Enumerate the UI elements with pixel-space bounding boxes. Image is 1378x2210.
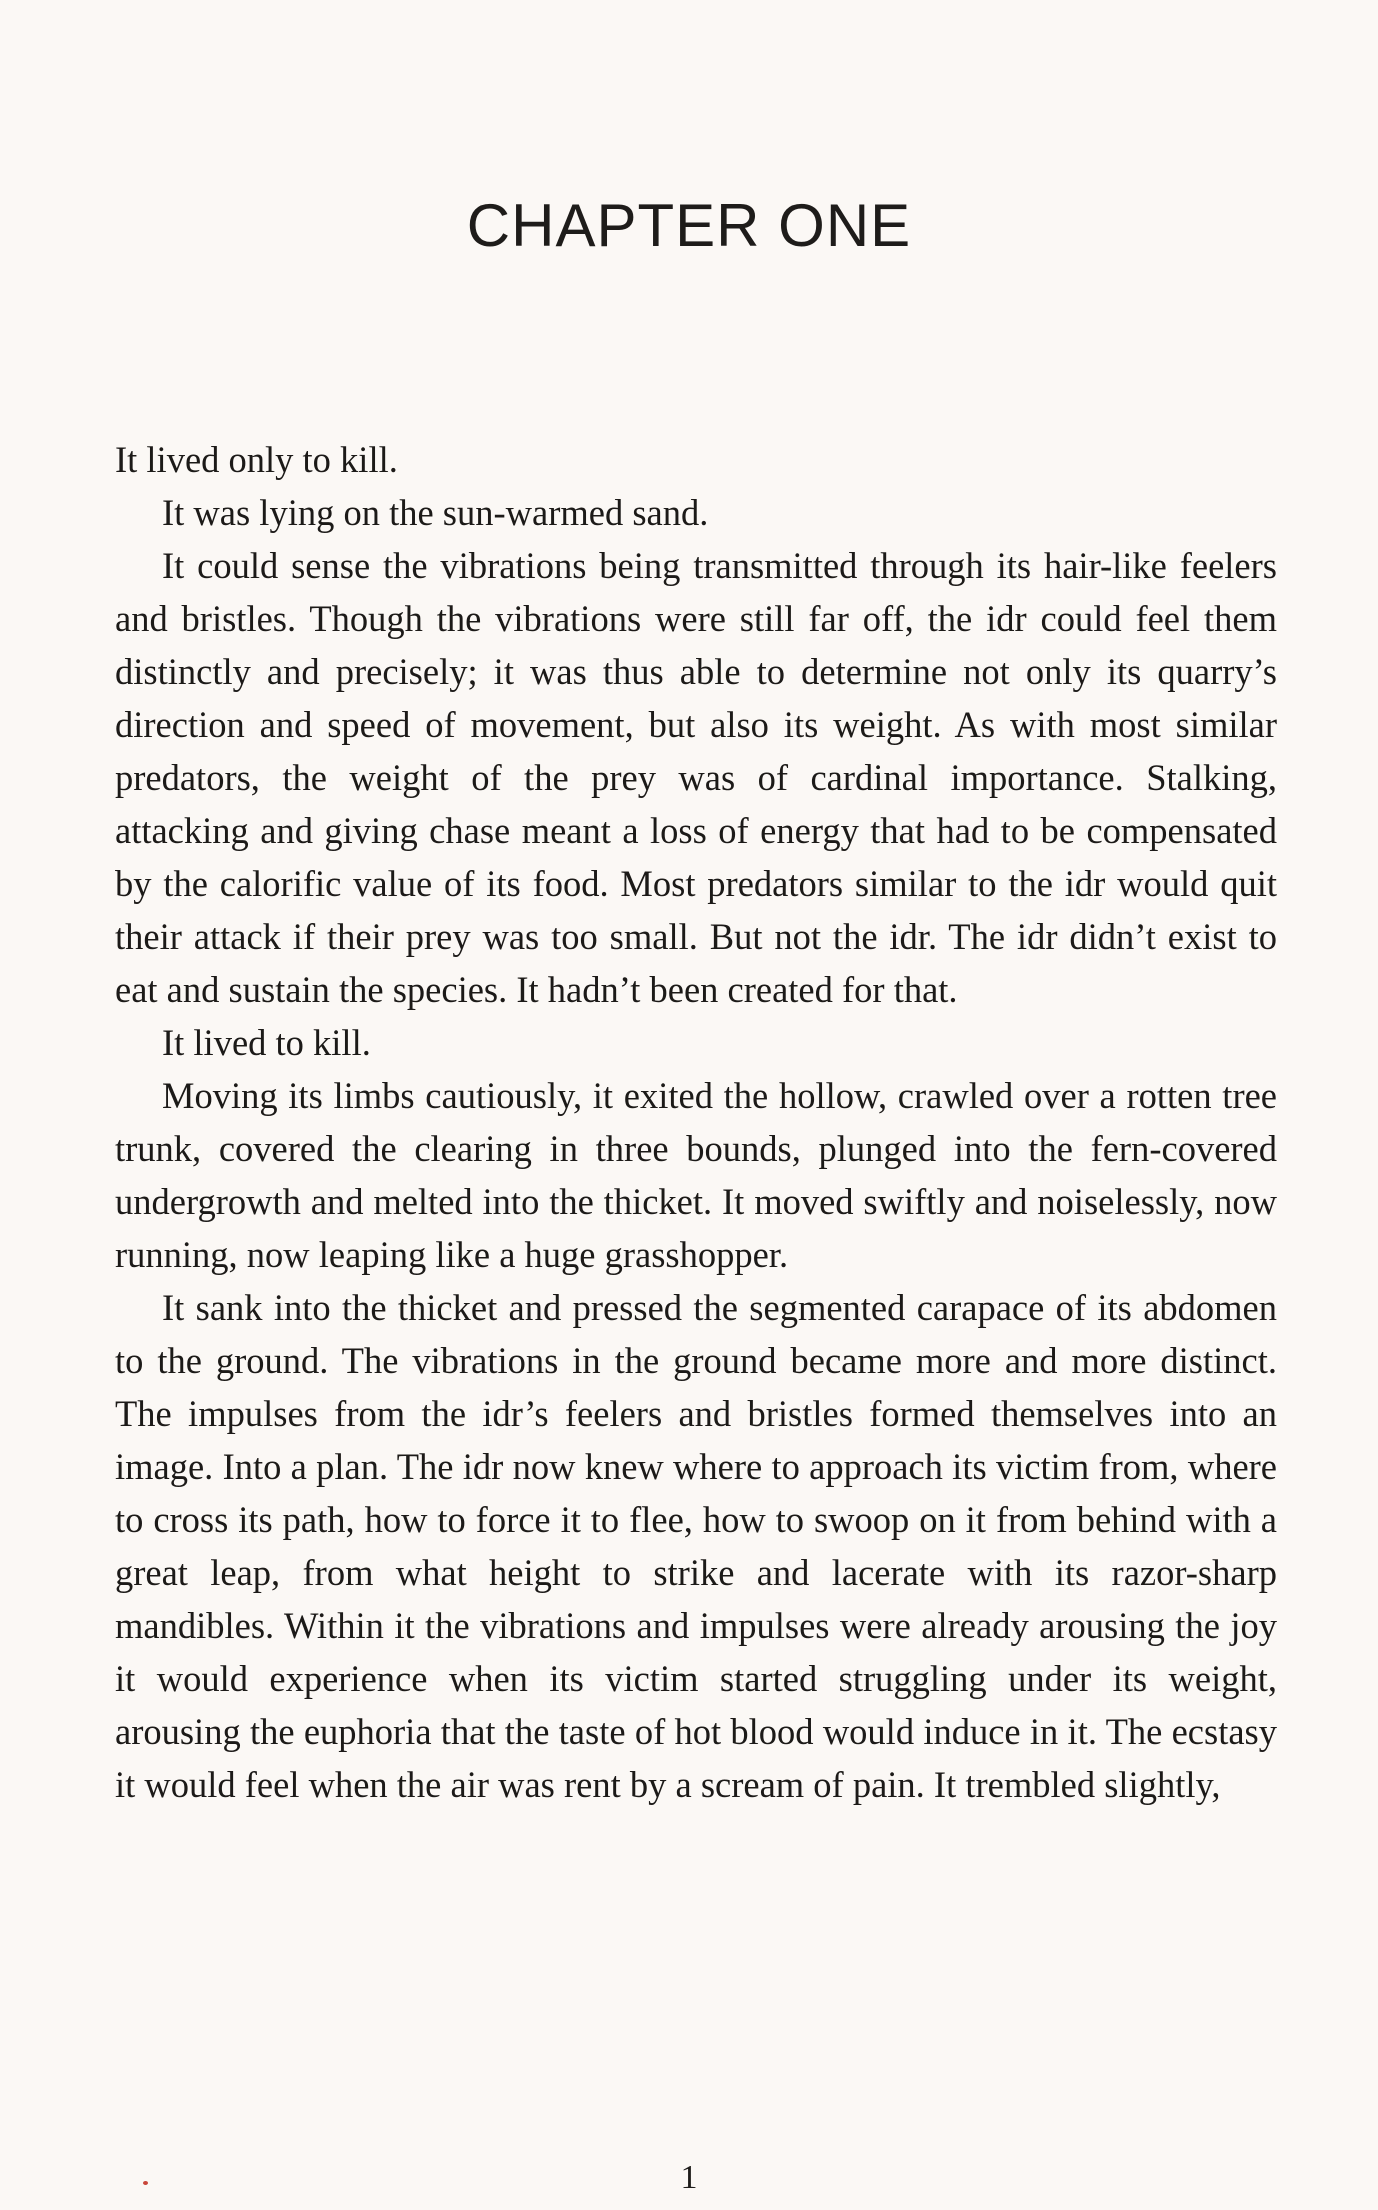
page-number: 1 (680, 2159, 698, 2196)
paragraph: It was lying on the sun-warmed sand. (162, 492, 709, 533)
chapter-title: CHAPTER ONE (466, 192, 912, 259)
paragraph: It lived only to kill. (115, 439, 398, 480)
paragraph: It lived to kill. (162, 1022, 371, 1063)
paragraph: Moving its limbs cautiously, it exited the hollow, crawled over a rotten tree trunk, covered the clearing in three bounds, plunged into the fern-covered undergrowth and melted into the thicket. It moved swiftly and noiselessly, now running, now leaping like a huge grasshopper. (115, 1075, 1277, 1275)
body-text (115, 433, 1277, 1811)
paragraph: It sank into the thicket and pressed the segmented carapace of its abdomen to the ground. The vibrations in the ground became more and more distinct. The impulses from the idr’s feelers and bristles formed themselves into an image. Into a plan. The idr now knew where to approach its victim from, where to cross its path, how to force it to flee, how to swoop on it from behind with a great leap, from what height to strike and lacerate with its razor-sharp mandibles. Within it the vibrations and impulses were already arousing the joy it would experience when its victim started struggling under its weight, arousing the euphoria that the taste of hot blood would induce in it. The ecstasy it would feel when the air was rent by a scream of pain. It trembled slightly, (115, 1287, 1277, 1805)
paragraph: It could sense the vibrations being transmitted through its hair-like feelers and bristles. Though the vibrations were still far off, the idr could feel them distinctly and precisely; it was thus able to determine not only its quarry’s direction and speed of movement, but also its weight. As with most similar predators, the weight of the prey was of cardinal importance. Stalking, attacking and giving chase meant a loss of energy that had to be compensated by the calorific value of its food. Most predators similar to the idr would quit their attack if their prey was too small. But not the idr. The idr didn’t exist to eat and sustain the species. It hadn’t been created for that. (115, 545, 1277, 1010)
